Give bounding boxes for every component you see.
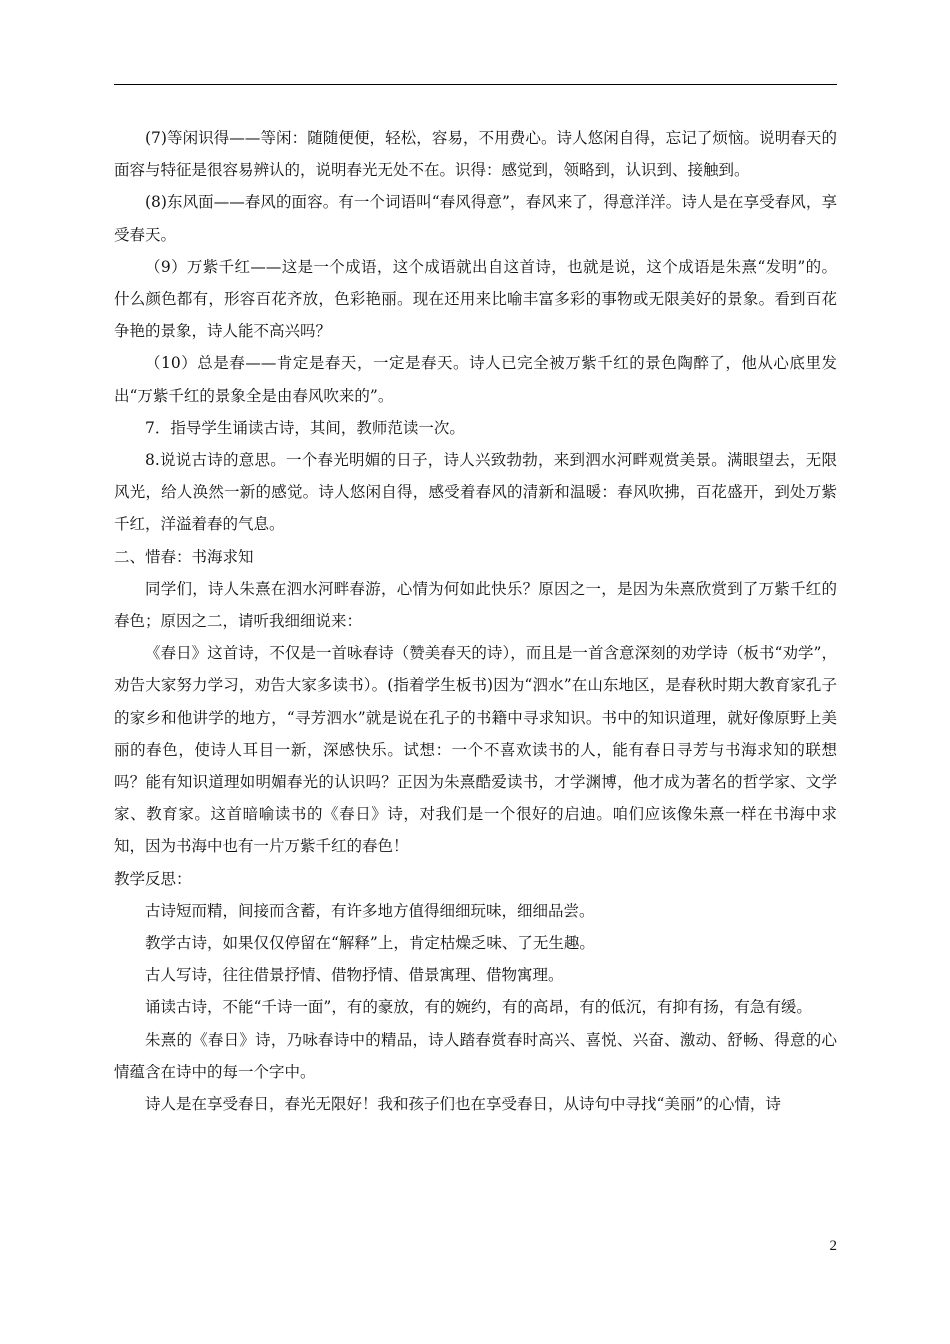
paragraph-7: (7)等闲识得——等闲：随随便便，轻松，容易，不用费心。诗人悠闲自得，忘记了烦恼。说明春天的面容与特征是很容易辨认的，说明春光无处不在。识得：感觉到，领略到，认识到、接触到。 <box>114 129 837 180</box>
reflection-line-5: 朱熹的《春日》诗，乃咏春诗中的精品，诗人踏春赏春时高兴、喜悦、兴奋、激动、舒畅、得意的心情蕴含在诗中的每一个字中。 <box>114 1030 837 1081</box>
paragraph-8: (8)东风面——春风的面容。有一个词语叫“春风得意”，春风来了，得意洋洋。诗人是在享受春风，享受春天。 <box>114 193 837 244</box>
reflection-line-4: 诵读古诗，不能“千诗一面”，有的豪放，有的婉约，有的高昂，有的低沉，有抑有扬，有急有缓。 <box>145 998 812 1017</box>
reflection-line-1: 古诗短而精，间接而含蓄，有许多地方值得细细玩味，细细品尝。 <box>145 901 595 920</box>
intro-paragraph: 同学们，诗人朱熹在泗水河畔春游，心情为何如此快乐？原因之一，是因为朱熹欣赏到了万紫千红的春色；原因之二，请听我细细说来： <box>114 579 837 631</box>
reflection-line-3: 古人写诗，往往借景抒情、借物抒情、借景寓理、借物寓理。 <box>145 966 564 985</box>
step-7-paragraph: 7．指导学生诵读古诗，其间，教师范读一次。 <box>145 418 465 437</box>
paragraph-10: （10）总是春——肯定是春天，一定是春天。诗人已完全被万紫千红的景色陶醉了，他从心底里发出“万紫千红的景象全是由春风吹来的”。 <box>114 354 837 405</box>
step-8-paragraph: 8.说说古诗的意思。一个春光明媚的日子，诗人兴致勃勃，来到泗水河畔观赏美景。满眼望去，无限风光，给人涣然一新的感觉。诗人悠闲自得，感受着春风的清新和温暖：春风吹拂，百花盛开，到处万紫千红，洋溢着春的气息。 <box>114 451 837 534</box>
section-heading-xichun: 二、惜春：书海求知 <box>114 547 254 566</box>
quanxue-paragraph: 《春日》这首诗，不仅是一首咏春诗（赞美春天的诗），而且是一首含意深刻的劝学诗（板书“劝学”，劝告大家努力学习，劝告大家多读书）。(指着学生板书)因为“泗水”在山东地区，是春秋时期大教育家孔子的家乡和他讲学的地方，“寻芳泗水”就是说在孔子的书籍中寻求知识。书中的知识道理，就好像原野上美丽的春色，使诗人耳目一新，深感快乐。试想：一个不喜欢读书的人，能有春日寻芳与书海求知的联想吗？能有知识道理如明媚春光的认识吗？正因为朱熹酷爱读书，才学渊博，他才成为著名的哲学家、文学家、教育家。这首暗喻读书的《春日》诗，对我们是一个很好的启迪。咱们应该像朱熹一样在书海中求知，因为书海中也有一片万紫千红的春色！ <box>114 644 837 856</box>
header-rule <box>114 84 837 85</box>
paragraph-9: （9）万紫千红——这是一个成语，这个成语就出自这首诗，也就是说，这个成语是朱熹“发明”的。什么颜色都有，形容百花齐放，色彩艳丽。现在还用来比喻丰富多彩的事物或无限美好的景象。看到百花争艳的景象，诗人能不高兴吗？ <box>114 257 837 341</box>
page-number: 2 <box>829 1238 837 1254</box>
reflection-line-6: 诗人是在享受春日，春光无限好！我和孩子们也在享受春日，从诗句中寻找“美丽”的心情，诗 <box>145 1095 781 1114</box>
page-body <box>114 122 837 1120</box>
reflection-heading: 教学反思： <box>114 869 192 888</box>
reflection-line-2: 教学古诗，如果仅仅停留在“解释”上，肯定枯燥乏味、了无生趣。 <box>145 934 595 953</box>
